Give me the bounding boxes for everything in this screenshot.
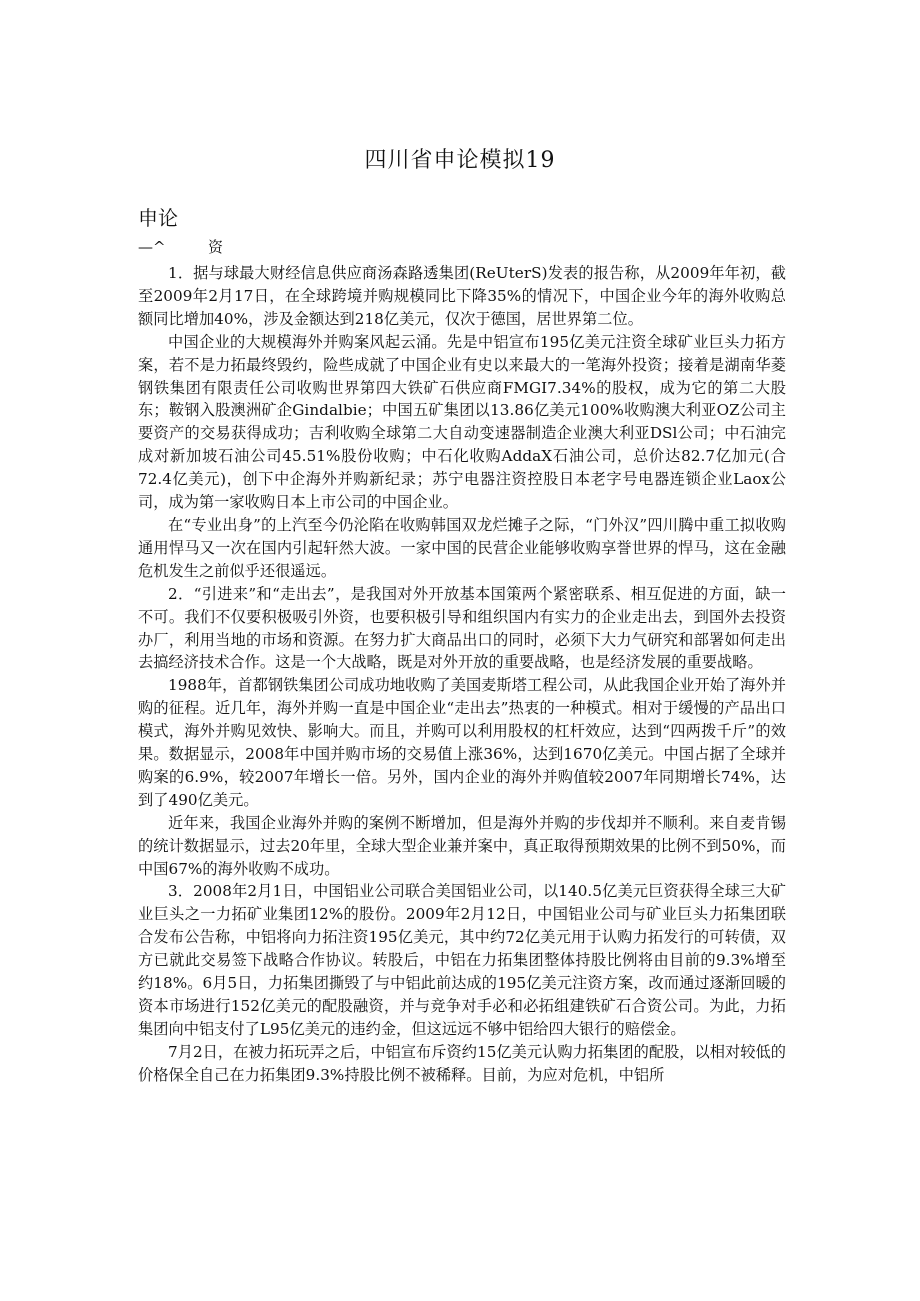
- paragraph: 1988年，首都钢铁集团公司成功地收购了美国麦斯塔工程公司，从此我国企业开始了海外并购的征程。近几年，海外并购一直是中国企业“走出去”热衷的一种模式。相对于缓慢的产品出口模式，海外并购见效快、影响大。而且，并购可以利用股权的杠杆效应，达到“四两拨千斤”的效果。数据显示，2008年中国并购市场的交易值上涨36%，达到1670亿美元。中国占据了全球并购案的6.9%，较2007年增长一倍。另外，国内企业的海外并购值较2007年同期增长74%，达到了490亿美元。: [138, 676, 786, 809]
- subsection-label: 资: [208, 238, 224, 256]
- paragraph: 2．“引进来”和“走出去”，是我国对外开放基本国策两个紧密联系、相互促进的方面，缺一不可。我们不仅要积极吸引外资，也要积极引导和组织国内有实力的企业走出去，到国外去投资办厂，利用当地的市场和资源。在努力扩大商品出口的同时，必须下大力气研究和部署如何走出去搞经济技术合作。这是一个大战略，既是对外开放的重要战略，也是经济发展的重要战略。: [138, 584, 786, 672]
- document-title: 四川省申论模拟19: [364, 148, 556, 173]
- paragraph: 7月2日，在被力拓玩弄之后，中铝宣布斥资约15亿美元认购力拓集团的配股，以相对较低的价格保全自己在力拓集团9.3%持股比例不被稀释。目前，为应对危机，中铝所: [138, 1042, 786, 1084]
- paragraph: 3．2008年2月1日，中国铝业公司联合美国铝业公司，以140.5亿美元巨资获得全球三大矿业巨头之一力拓矿业集团12%的股份。2009年2月12日，中国铝业公司与矿业巨头力拓集团联合发布公告称，中铝将向力拓注资195亿美元，其中约72亿美元用于认购力拓发行的可转债，双方已就此交易签下战略合作协议。转股后，中铝在力拓集团整体持股比例将由目前的9.3%增至约18%。6月5日，力拓集团撕毁了与中铝此前达成的195亿美元注资方案，改而通过逐渐回暖的资本市场进行152亿美元的配股融资，并与竞争对手必和必拓组建铁矿石合资公司。为此，力拓集团向中铝支付了L95亿美元的违约金，但这远远不够中铝给四大银行的赔偿金。: [138, 882, 786, 1038]
- section-title: 申论: [138, 206, 178, 230]
- subsection-heading: [138, 236, 223, 258]
- paragraph: 在“专业出身”的上汽至今仍沦陷在收购韩国双龙烂摊子之际，“门外汉”四川腾中重工拟收购通用悍马又一次在国内引起轩然大波。一家中国的民营企业能够收购享誉世界的悍马，这在金融危机发生之前似乎还很遥远。: [138, 515, 786, 580]
- paragraph: 中国企业的大规模海外并购案风起云涌。先是中铝宣布195亿美元注资全球矿业巨头力拓方案，若不是力拓最终毁约，险些成就了中国企业有史以来最大的一笔海外投资；接着是湖南华菱钢铁集团有限责任公司收购世界第四大铁矿石供应商FMGI7.34%的股权，成为它的第二大股东；鞍钢入股澳洲矿企Gindalbie；中国五矿集团以13.86亿美元100%收购澳大利亚OZ公司主要资产的交易获得成功；吉利收购全球第二大自动变速器制造企业澳大利亚DSl公司；中石油完成对新加坡石油公司45.51%股份收购；中石化收购AddaX石油公司，总价达82.7亿加元(合72.4亿美元)，创下中企海外并购新纪录；苏宁电器注资控股日本老字号电器连锁企业Laox公司，成为第一家收购日本上市公司的中国企业。: [138, 332, 786, 512]
- body-text: [138, 262, 786, 1087]
- paragraph: 1．据与球最大财经信息供应商汤森路透集团(ReUterS)发表的报告称，从2009年年初，截至2009年2月17日，在全球跨境并购规模同比下降35%的情况下，中国企业今年的海外收购总额同比增加40%，涉及金额达到218亿美元，仅次于德国，居世界第二位。: [138, 264, 786, 328]
- subsection-number: —^: [138, 238, 166, 256]
- paragraph: 近年来，我国企业海外并购的案例不断增加，但是海外并购的步伐却并不顺利。来自麦肯锡的统计数据显示，过去20年里，全球大型企业兼并案中，真正取得预期效果的比例不到50%，而中国67%的海外收购不成功。: [138, 813, 786, 878]
